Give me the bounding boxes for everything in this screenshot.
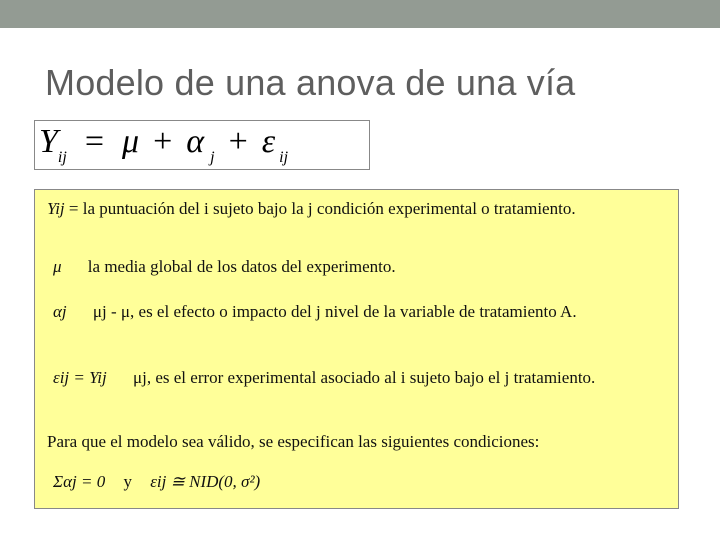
condition-sum-alpha: Σαj = 0 [53,472,106,491]
definition-yij-text: = la puntuación del i sujeto bajo la j condición experimental o tratamiento. [68,199,576,218]
formula-alpha: α [186,123,205,160]
definition-alpha-text: μj - μ, es el efecto o impacto del j nivel de la variable de tratamiento A. [92,302,577,321]
definition-alpha [47,303,664,320]
definition-epsilon-symbol: εij = Yij [53,368,107,387]
definition-mu-text: la media global de los datos del experimento. [87,257,396,276]
formula-alpha-sub: j [210,149,215,166]
definition-alpha-symbol: αj [53,302,67,321]
definition-epsilon-text: μj, es el error experimental asociado al i sujeto bajo el j tratamiento. [133,368,596,387]
formula-equals: = [84,123,104,160]
slide-title: Modelo de una anova de una vía [45,62,576,103]
definition-yij-symbol: Yij [47,199,65,218]
definition-mu [47,258,664,275]
condition-epsilon-nid: εij ≅ NID(0, σ²) [150,472,261,491]
definition-yij [47,200,664,217]
conditions-formula [47,473,664,490]
formula-epsilon: ε [261,123,276,160]
formula-plus-2: + [228,123,248,160]
condition-and: y [123,472,132,491]
definition-mu-symbol: μ [53,257,62,276]
model-formula [39,123,289,166]
definition-epsilon [47,369,664,386]
formula-mu: μ [122,123,140,160]
formula-y-sub: ij [57,149,67,166]
formula-epsilon-sub: ij [279,149,289,166]
formula-y: Y [39,123,58,160]
formula-box [34,120,370,170]
conditions-intro: Para que el modelo sea válido, se especifican las siguientes condiciones: [47,432,540,451]
definitions-box [34,189,679,509]
top-bar [0,0,720,28]
formula-plus-1: + [153,123,173,160]
